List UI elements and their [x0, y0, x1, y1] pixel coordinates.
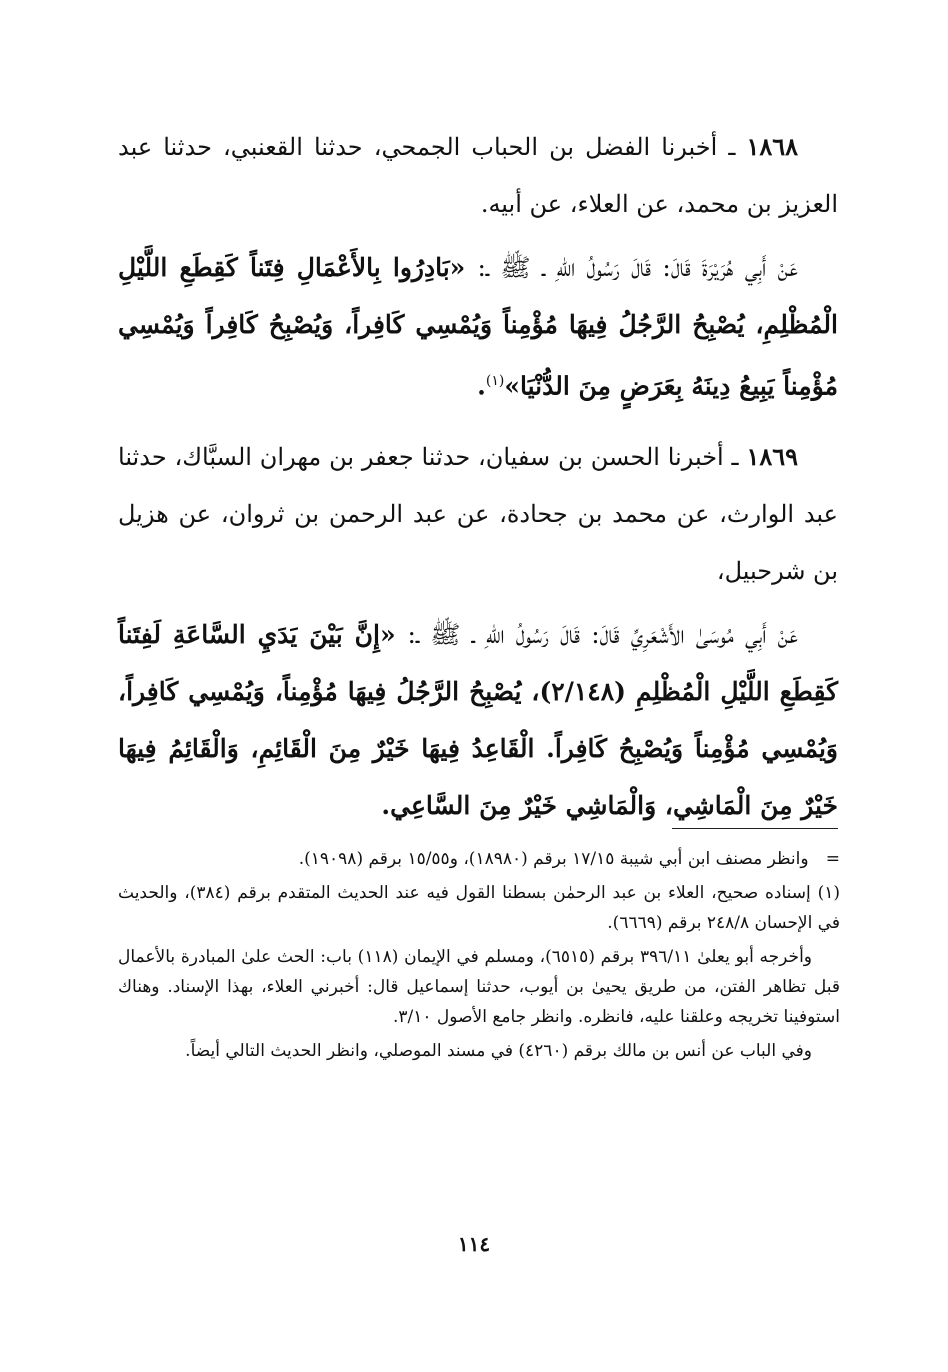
continuation-mark: = [825, 849, 840, 869]
hadith-intro: عَنْ أَبِي مُوسَىٰ الأَشْعَرِيِّ قَالَ: قَالَ رَسُولُ اللهِ ـ ﷺ ـ: [407, 620, 798, 650]
footnote-separator [672, 828, 838, 829]
hadith-1869-matn [118, 606, 838, 834]
hadith-intro: عَنْ أَبِي هُرَيْرَةَ قَالَ: قَالَ رَسُولُ اللهِ ـ ﷺ ـ: [477, 253, 798, 282]
hadith-1868-isnad [118, 118, 838, 233]
matn-end: . [477, 371, 486, 401]
footnote-text: إسناده صحيح، العلاء بن عبد الرحمٰن بسطنا القول فيه عند الحديث المتقدم برقم (٣٨٤)، والحديث في الإحسان ٢٤٨/٨ برقم (٦٦٦٩). [118, 883, 840, 933]
hadith-number: ١٨٦٩ [746, 442, 798, 472]
hadith-1869-isnad [118, 428, 838, 600]
hadith-number: ١٨٦٨ [746, 132, 798, 161]
isnad-text: ـ أخبرنا الحسن بن سفيان، حدثنا جعفر بن مهران السبَّاك، حدثنا عبد الوارث، عن محمد بن جحادة، عن عبد الرحمن بن ثروان، عن هزيل بن شرحبيل، [118, 443, 838, 586]
footnote-reference: (١) [485, 373, 505, 389]
footnote-text: وانظر مصنف ابن أبي شيبة ١٧/١٥ برقم (١٨٩٨٠)، و١٥/٥٥ برقم (١٩٠٩٨). [298, 849, 809, 869]
footnote-1-paragraph-2: وأخرجه أبو يعلىٰ ٣٩٦/١١ برقم (٦٥١٥)، ومسلم في الإيمان (١١٨) باب: الحث علىٰ المبادرة بالأعمال قبل تظاهر الفتن، من طريق يحيىٰ بن أيوب، حدثنا إسماعيل قال: أخبرني العلاء، بهذا الإسناد. وهناك استوفينا تخريجه وعلقنا عليه، فانظره. وانظر جامع الأصول ٣/١٠. [118, 947, 840, 1027]
footnote-1-paragraph-3: وفي الباب عن أنس بن مالك برقم (٤٢٦٠) في مسند الموصلي، وانظر الحديث التالي أيضاً. [185, 1041, 812, 1061]
footnote-continuation [118, 844, 840, 874]
isnad-text: ـ أخبرنا الفضل بن الحباب الجمحي، حدثنا القعنبي، حدثنا عبد العزيز بن محمد، عن العلاء، عن أبيه. [118, 133, 838, 218]
hadith-1868-matn [118, 239, 838, 414]
matn-text: «إِنَّ بَيْنَ يَدَيِ السَّاعَةِ لَفِتَناً كَقِطَعِ اللَّيْلِ الْمُظْلِمِ (٢/١٤٨)، يُصْبِحُ الرَّجُلُ فِيهَا مُؤْمِناً، وَيُمْسِي كَافِراً، وَيُمْسِي مُؤْمِناً وَيُصْبِحُ كَافِراً. الْقَاعِدُ فِيهَا خَيْرٌ مِنَ الْقَائِمِ، وَالْقَائِمُ فِيهَا خَيْرٌ مِنَ الْمَاشِي، وَالْمَاشِي خَيْرٌ مِنَ السَّاعِي. [118, 620, 838, 821]
footnote-1 [118, 878, 840, 938]
matn-text: «بَادِرُوا بِالأَعْمَالِ فِتَناً كَقِطَعِ اللَّيْلِ الْمُظْلِمِ، يُصْبِحُ الرَّجُلُ فِيهَا مُؤْمِناً وَيُمْسِي كَافِراً، وَيُصْبِحُ كَافِراً وَيُمْسِي مُؤْمِناً يَبِيعُ دِينَهُ بِعَرَضٍ مِنَ الدُّنْيَا» [118, 253, 838, 401]
footnote-label: (١) [817, 883, 840, 903]
page-number: ١١٤ [457, 1232, 491, 1256]
footnotes [118, 844, 840, 1070]
page-body [118, 118, 838, 834]
